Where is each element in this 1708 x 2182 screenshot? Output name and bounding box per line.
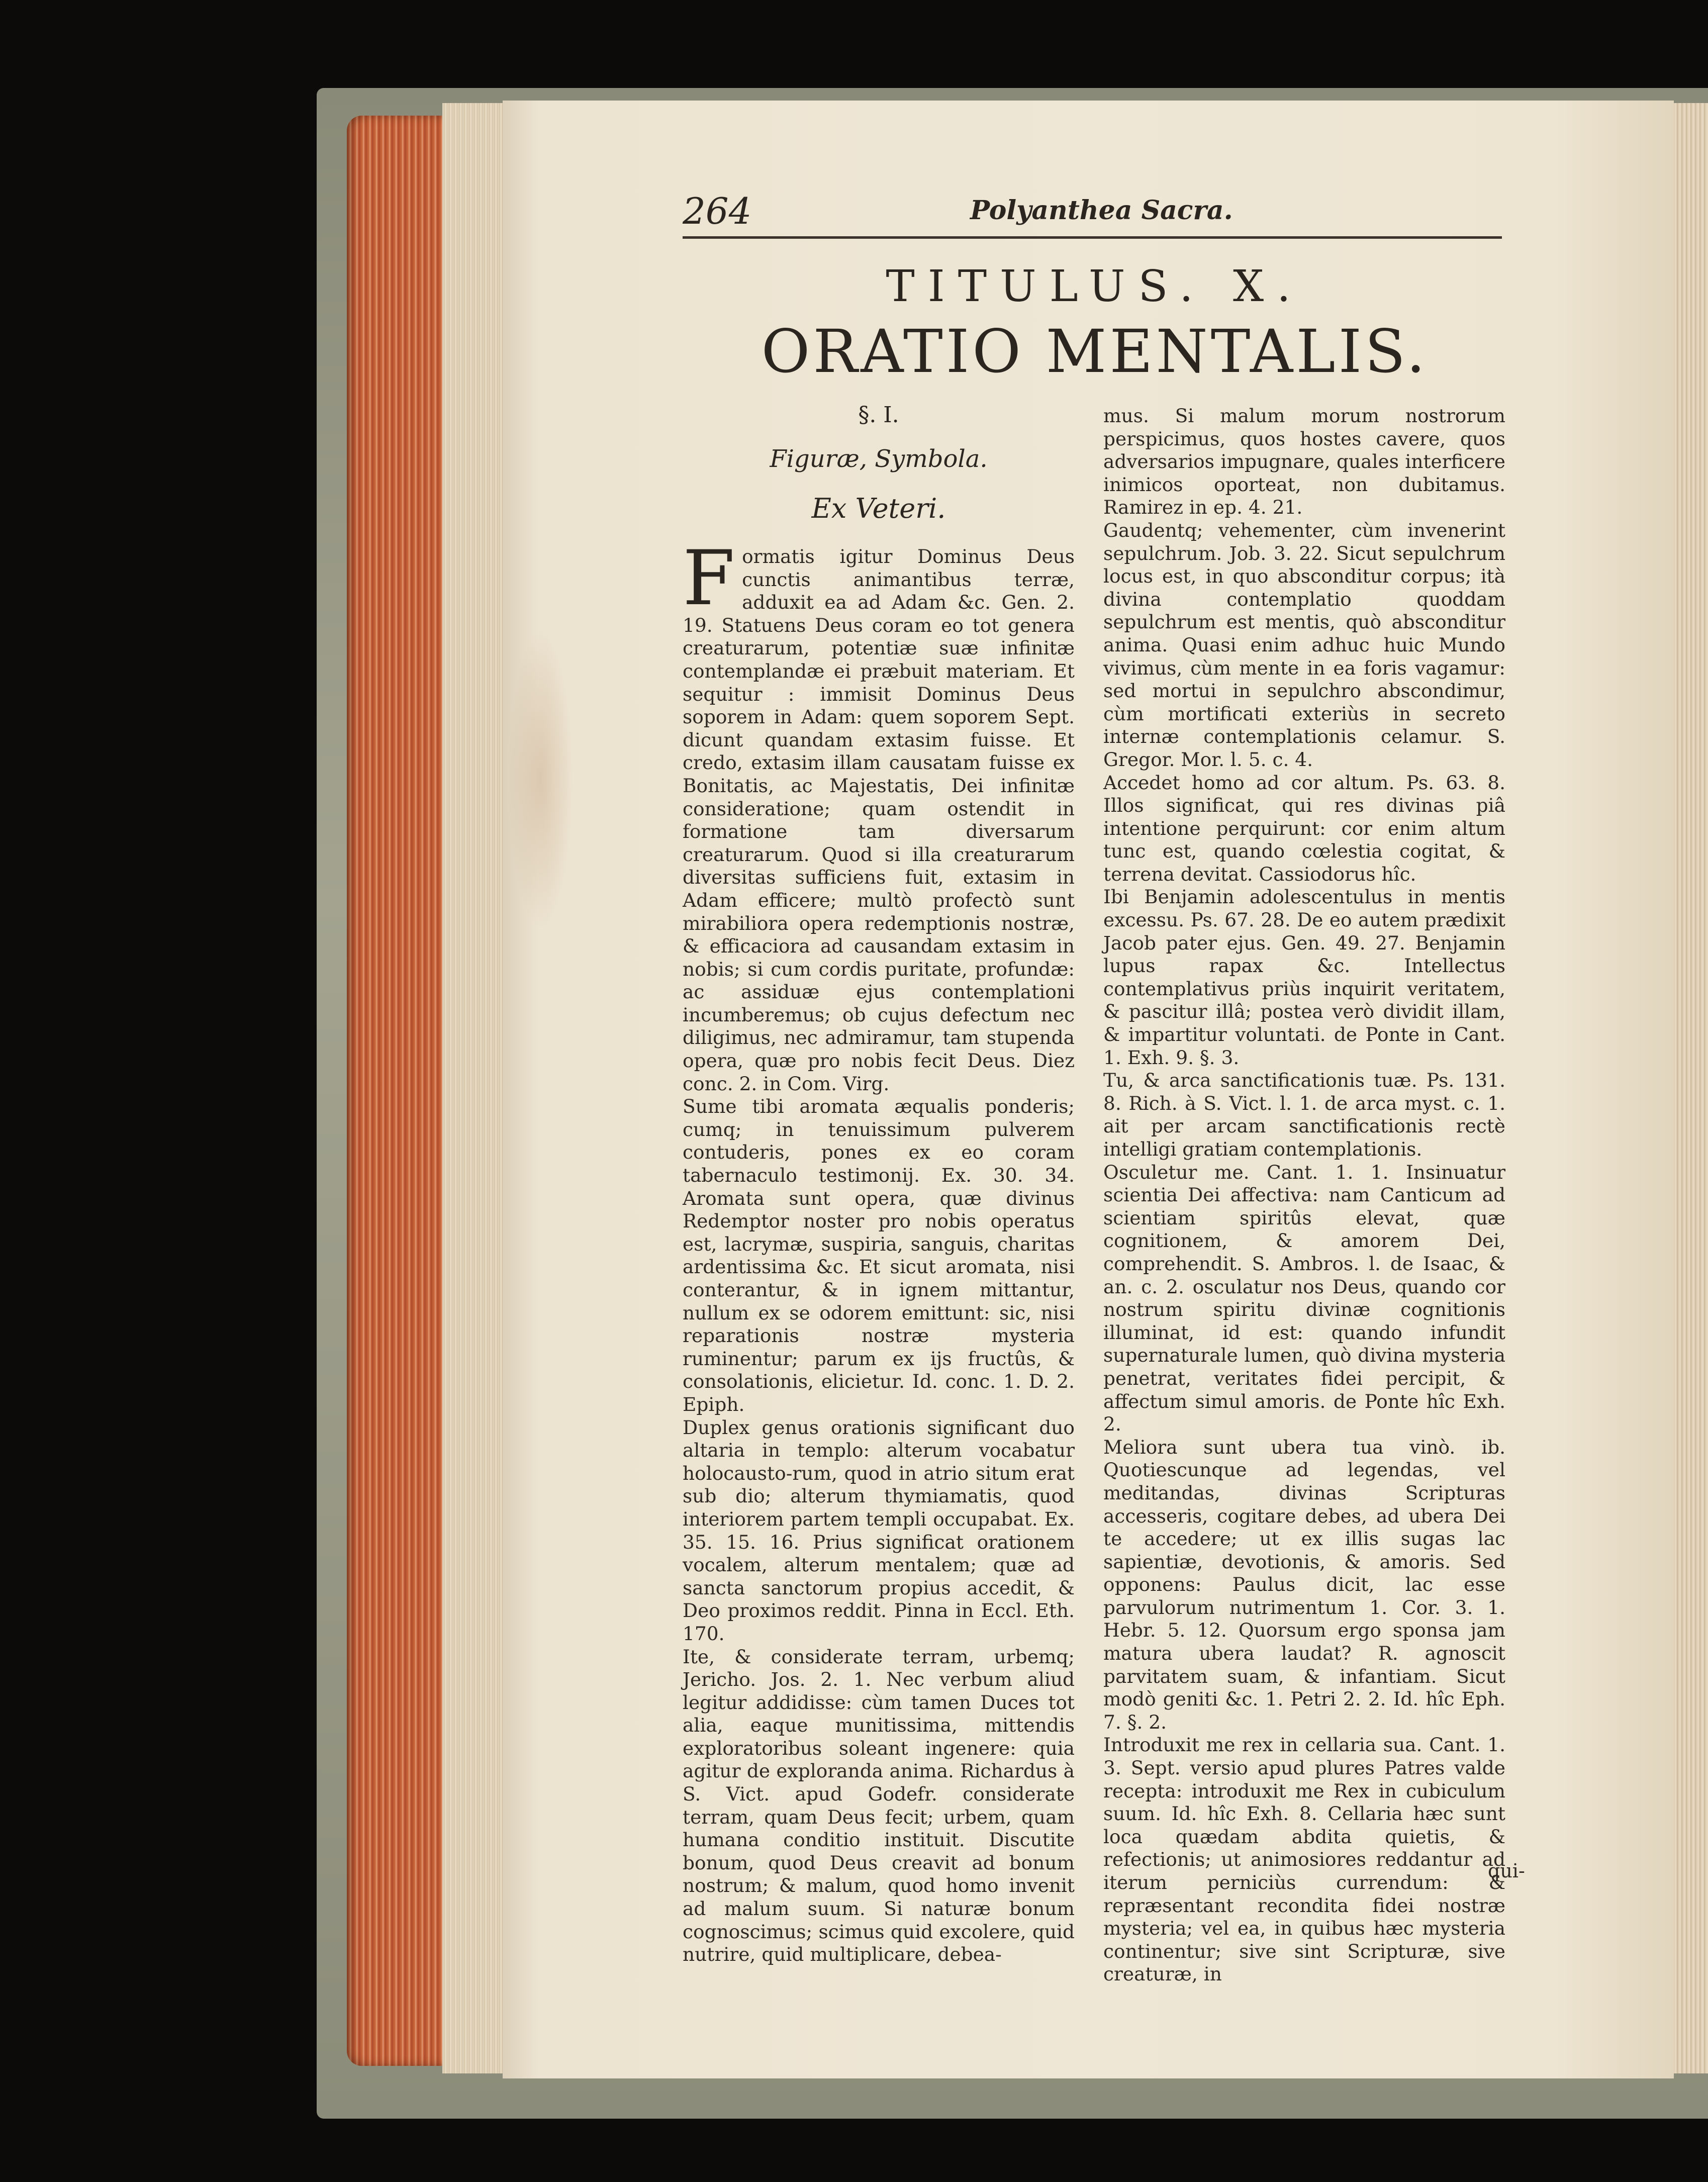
paragraph: Sume tibi aromata æqualis ponderis; cumq; in tenuissimum pulverem contuderis, pones ex eo coram tabernaculo testimonij. Ex. 30. 34. Aromata sunt opera, quæ divinus Redemptor noster pro nobis operatus est, lacrymæ, suspiria, sanguis, charitas ardentissima &c. Et sicut aromata, nisi conterantur, & in ignem mittantur, nullum ex se odorem emittunt: sic, nisi reparationis nostræ mysteria ruminentur; parum ex ijs fructûs, & consolationis, elicietur. Id. conc. 1. D. 2. Epiph. [683,1095,1075,1415]
header-rule [683,236,1502,239]
running-title: Polyanthea Sacra. [970,195,1233,226]
paragraph: Duplex genus orationis significant duo altaria in templo: alterum vocabatur holocausto-rum, quod in atrio situm erat sub dio; alterum thymiamatis, quod interiorem partem templi occupabat. Ex. 35. 15. 16. Prius significat orationem vocalem, alterum mentalem; quæ ad sancta sanctorum propius accedit, & Deo proximos reddit. Pinna in Eccl. Eth. 170. [683,1416,1075,1645]
section-number: §. I. [858,402,899,428]
paragraph: Accedet homo ad cor altum. Ps. 63. 8. Illos significat, qui res divinas piâ intentione perquirunt: cor enim altum tunc est, quando cœlestia cogitat, & terrena devitat. Cassiodorus hîc. [1103,771,1505,885]
left-column [683,535,1075,1966]
paragraph: Osculetur me. Cant. 1. 1. Insinuatur scientia Dei affectiva: nam Canticum ad scientiam spiritûs elevat, quæ cognitionem, & amorem Dei, comprehendit. S. Ambros. l. de Isaac, & an. c. 2. osculatur nos Deus, quando cor nostrum spiritu divinæ cognitionis illuminat, id est: quando infundit supernaturale lumen, quò divina mysteria penetrat, veritates fidei percipit, & affectum simul amoris. de Ponte hîc Exh. 2. [1103,1161,1505,1436]
right-column [1103,405,1505,1986]
page-fore-edge [347,116,447,2066]
paragraph: Ibi Benjamin adolescentulus in mentis excessu. Ps. 67. 28. De eo autem prædixit Jacob pater ejus. Gen. 49. 27. Benjamin lupus rapax &c. Intellectus contemplativus priùs inquirit veritatem, & pascitur illâ; postea verò dividit illam, & impartitur voluntati. de Ponte in Cant. 1. Exh. 9. §. 3. [1103,886,1505,1069]
paragraph: Meliora sunt ubera tua vinò. ib. Quotiescunque ad legendas, vel meditandas, divinas Scripturas accesseris, cogitare debes, ad ubera Dei te accedere; ut ex illis sugas lac sapientiæ, devotionis, & amoris. Sed opponens: Paulus dicit, lac esse parvulorum nutrimentum 1. Cor. 3. 1. Hebr. 5. 12. Quorsum ergo sponsa jam matura ubera laudat? R. agnoscit parvitatem suam, & infantiam. Sicut modò geniti &c. 1. Petri 2. 2. Id. hîc Eph. 7. §. 2. [1103,1436,1505,1733]
page-stack-left [442,103,508,2073]
paragraph-text: ormatis igitur Dominus Deus cunctis animantibus terræ, adduxit ea ad Adam &c. Gen. 2. 19. Statuens Deus coram eo tot genera creaturarum, potentiæ suæ infinitæ contemplandæ ei præbuit materiam. Et sequitur : immisit Dominus Deus soporem in Adam: quem soporem Sept. dicunt quandam extasim fuisse. Et credo, extasim illam causatam fuisse ex Bonitatis, ac Majestatis, Dei infinitæ consideratione; quam ostendit in formatione tam diversarum creaturarum. Quod si illa creaturarum diversitas sufficiens fuit, extasim in Adam efficere; multò profectò sunt mirabiliora opera redemptionis nostræ, & efficaciora ad causandam extasim in nobis; si cum cordis puritate, profundæ: ac assiduæ ejus contemplationi incumberemus; ob cujus defectum nec diligimus, nec admiramur, tam stupenda opera, quæ pro nobis fecit Deus. Diez conc. 2. in Com. Virg. [683,545,1075,1095]
catchword: qui- [1488,1860,1525,1882]
section-subtitle: Figuræ, Symbola. [770,445,988,473]
subsection-title: Ex Veteri. [811,493,946,524]
paragraph: Gaudentq; vehementer, cùm invenerint sepulchrum. Job. 3. 22. Sicut sepulchrum locus est, in quo absconditur corpus; ità divina contemplatio quoddam sepulchrum est mentis, quò absconditur anima. Quasi enim adhuc huic Mundo vivimus, cùm mente in ea foris vagamur: sed mortui in sepulchro abscondimur, cùm mortificati exteriùs in secreto internæ contemplationis celamur. S. Gregor. Mor. l. 5. c. 4. [1103,519,1505,771]
page-stack-right [1669,103,1708,2073]
paragraph: Ite, & considerate terram, urbemq; Jericho. Jos. 2. 1. Nec verbum aliud legitur addidisse: cùm tamen Duces tot alia, eaque munitissima, mittendis exploratoribus soleant ingenere: quia agitur de exploranda anima. Richardus à S. Vict. apud Godefr. considerate terram, quam Deus fecit; urbem, quam humana conditio instituit. Discutite bonum, quod Deus creavit ad bonum nostrum; & malum, quod homo invenit ad malum suum. Si naturæ bonum cognoscimus; scimus quid excolere, quid nutrire, quid multiplicare, debea- [683,1645,1075,1966]
paragraph: mus. Si malum morum nostrorum perspicimus, quos hostes cavere, quos adversarios impugnare, quales interficere inimicos oporteat, non dubitamus. Ramirez in ep. 4. 21. [1103,405,1505,519]
chapter-title: ORATIO MENTALIS. [761,317,1429,386]
drop-cap: F [683,535,735,622]
paragraph: Introduxit me rex in cellaria sua. Cant. 1. 3. Sept. versio apud plures Patres valde recepta: introduxit me Rex in cubiculum suum. Id. hîc Exh. 8. Cellaria hæc sunt loca quædam abdita quietis, & refectionis; ut animosiores reddantur ad iterum perniciùs currendum: & repræsentant recondita fidei nostræ mysteria; vel ea, in quibus hæc mysteria continentur; sive sint Scripturæ, sive creaturæ, in [1103,1734,1505,1985]
paragraph [683,535,1075,1095]
page-stain [508,628,573,930]
page-number: 264 [683,190,752,232]
paragraph: Tu, & arca sanctificationis tuæ. Ps. 131. 8. Rich. à S. Vict. l. 1. de arca myst. c. 1. ait per arcam sanctificationis rectè intelligi gratiam contemplationis. [1103,1069,1505,1160]
titulus-heading: TITULUS. X. [886,261,1304,312]
